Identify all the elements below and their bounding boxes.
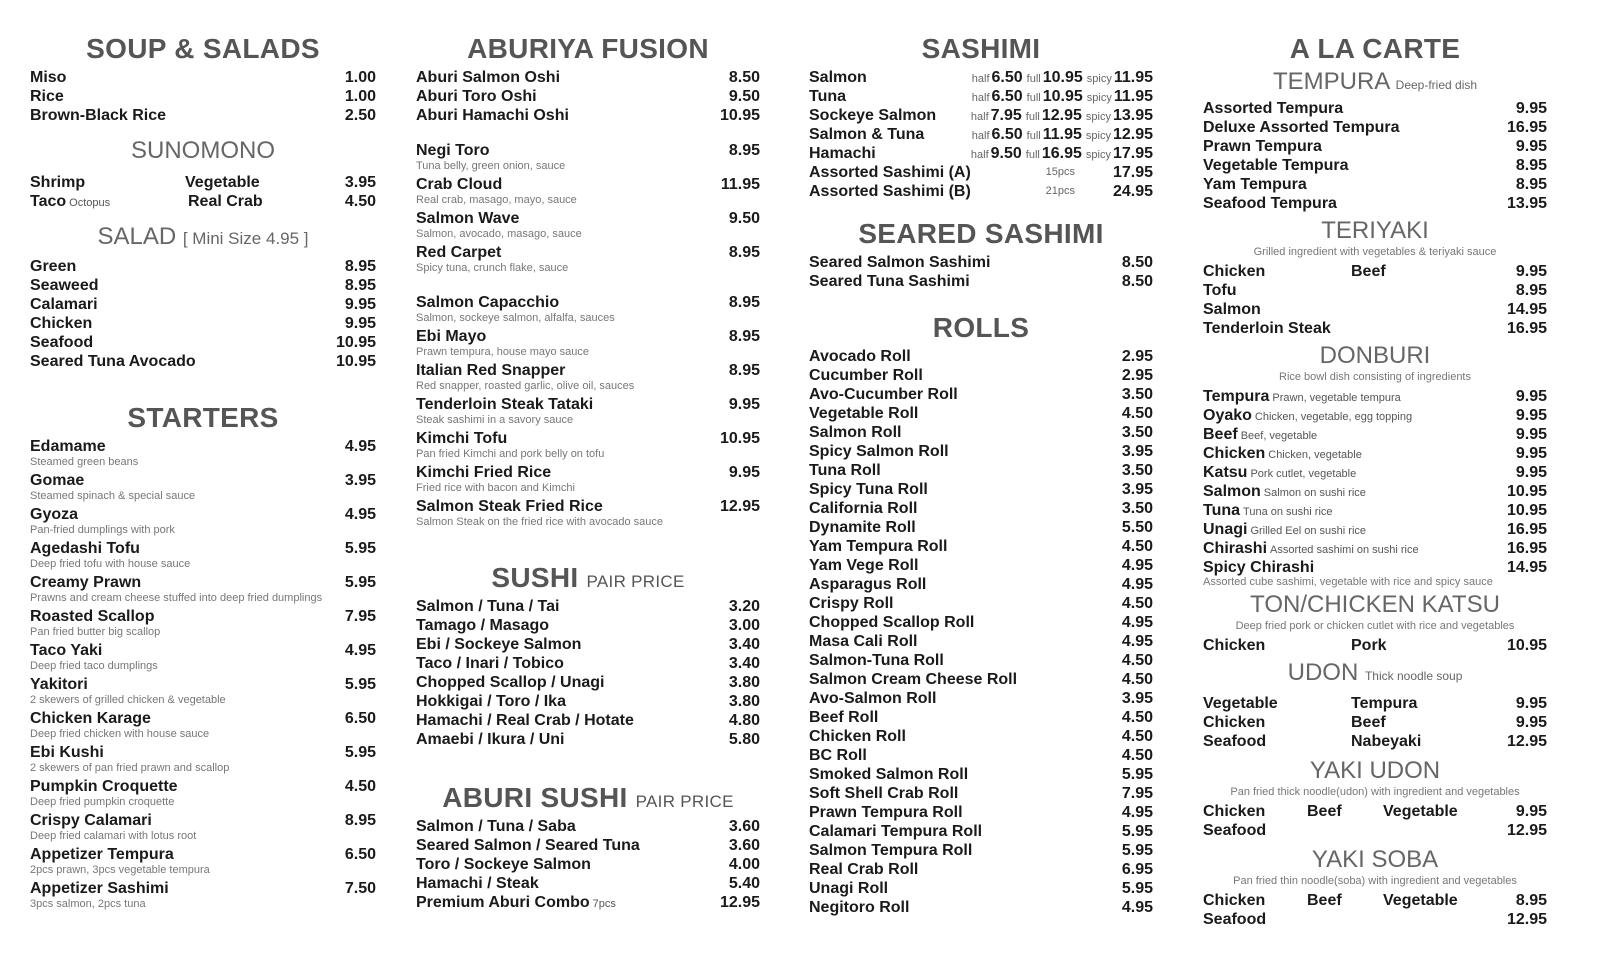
menu-item: Tamago / Masago 3.00 [416, 617, 760, 634]
menu-item: Kimchi Fried Rice 9.95 Fried rice with bacon and Kimchi [416, 464, 760, 494]
menu-item: Aburi Salmon Oshi 8.50 [416, 69, 760, 86]
menu-item: Vegetable Roll 4.50 [809, 405, 1153, 422]
tempura-heading: TEMPURA Deep-fried dish [1272, 68, 1478, 95]
menu-item: Crab Cloud 11.95 Real crab, masago, mayo, sauce [416, 176, 760, 206]
menu-item: Tofu 8.95 [1203, 282, 1547, 299]
menu-item: Tuna Roll 3.50 [809, 462, 1153, 479]
menu-item: Crispy Calamari 8.95 Deep fried calamari with lotus root [30, 812, 376, 842]
menu-item: Negitoro Roll 4.95 [809, 899, 1153, 916]
menu-item: Taco Yaki 4.95 Deep fried taco dumplings [30, 642, 376, 672]
menu-item: Chicken Chicken, vegetable 9.95 [1203, 445, 1547, 462]
menu-item: Seared Tuna Sashimi 8.50 [809, 273, 1153, 290]
menu-item: Gomae 3.95 Steamed spinach & special sauce [30, 472, 376, 502]
yaki-soba-heading: YAKI SOBA [1311, 846, 1439, 873]
menu-item: Sockeye Salmon half 7.95 full 12.95 spicy 13.95 [809, 107, 1153, 124]
menu-item: Appetizer Sashimi 7.50 3pcs salmon, 2pcs tuna [30, 880, 376, 910]
menu-item: Roasted Scallop 7.95 Pan fried butter big scallop [30, 608, 376, 638]
menu-item: Oyako Chicken, vegetable, egg topping 9.95 [1203, 407, 1547, 424]
menu-item: Aburi Hamachi Oshi 10.95 [416, 107, 760, 124]
menu-item: Seafood 12.95 [1203, 822, 1547, 839]
menu-item: Italian Red Snapper 8.95 Red snapper, roasted garlic, olive oil, sauces [416, 362, 760, 392]
menu-item: Seafood 10.95 [30, 334, 376, 351]
menu-item: Yam Vege Roll 4.95 [809, 557, 1153, 574]
menu-item: Salmon Steak Fried Rice 12.95 Salmon Steak on the fried rice with avocado sauce [416, 498, 760, 528]
menu-item: Seafood Nabeyaki 12.95 [1203, 733, 1547, 750]
menu-item: Hamachi / Steak 5.40 [416, 875, 760, 892]
menu-item: Prawn Tempura Roll 4.95 [809, 804, 1153, 821]
rolls-heading: ROLLS [932, 312, 1030, 343]
menu-item: Chicken Roll 4.50 [809, 728, 1153, 745]
menu-item: Beef Beef, vegetable 9.95 [1203, 426, 1547, 443]
menu-item: Spicy Chirashi 14.95 [1203, 559, 1547, 576]
menu-item: Ebi Mayo 8.95 Prawn tempura, house mayo sauce [416, 328, 760, 358]
aburi-sushi-heading: ABURI SUSHI PAIR PRICE [442, 782, 734, 813]
column-2 [416, 26, 760, 912]
sashimi-heading: SASHIMI [921, 33, 1041, 64]
soup-salads-heading: SOUP & SALADS [86, 33, 320, 64]
menu-item: Creamy Prawn 5.95 Prawns and cream cheese stuffed into deep fried dumplings [30, 574, 376, 604]
menu-item: Salmon & Tuna half 6.50 full 11.95 spicy 12.95 [809, 126, 1153, 143]
menu-item: Salmon-Tuna Roll 4.50 [809, 652, 1153, 669]
menu-item: Salmon / Tuna / Tai 3.20 [416, 598, 760, 615]
menu-item: Salmon Capacchio 8.95 Salmon, sockeye salmon, alfalfa, sauces [416, 294, 760, 324]
menu-item: Chirashi Assorted sashimi on sushi rice 16.95 [1203, 540, 1547, 557]
menu-item: Yam Tempura 8.95 [1203, 176, 1547, 193]
donburi-list [1203, 387, 1547, 577]
menu-item: Chicken 9.95 [30, 315, 376, 332]
menu-item: Pumpkin Croquette 4.50 Deep fried pumpkin croquette [30, 778, 376, 808]
menu-item: Smoked Salmon Roll 5.95 [809, 766, 1153, 783]
menu-item: Masa Cali Roll 4.95 [809, 633, 1153, 650]
menu-item: Dynamite Roll 5.50 [809, 519, 1153, 536]
column-1 [30, 26, 376, 913]
menu-item: Aburi Toro Oshi 9.50 [416, 88, 760, 105]
menu-item: Avocado Roll 2.95 [809, 348, 1153, 365]
menu-item: Kimchi Tofu 10.95 Pan fried Kimchi and pork belly on tofu [416, 430, 760, 460]
menu-item: Seared Tuna Avocado 10.95 [30, 353, 376, 370]
spicy-chirashi-description: Assorted cube sashimi, vegetable with rice and spicy sauce [1203, 576, 1493, 588]
menu-item: Beef Roll 4.50 [809, 709, 1153, 726]
menu-item: Chicken Beef 9.95 [1203, 263, 1547, 280]
menu-item: Asparagus Roll 4.95 [809, 576, 1153, 593]
teriyaki-description: Grilled ingredient with vegetables & teriyaki sauce [1253, 246, 1497, 258]
menu-item: Taco Octopus Real Crab 4.50 [30, 193, 376, 210]
menu-item: Chicken Beef 9.95 [1203, 714, 1547, 731]
menu-item: Seafood Tempura 13.95 [1203, 195, 1547, 212]
menu-item: Green 8.95 [30, 258, 376, 275]
menu-item: Spicy Salmon Roll 3.95 [809, 443, 1153, 460]
menu-item: Assorted Tempura 9.95 [1203, 100, 1547, 117]
menu-item: Deluxe Assorted Tempura 16.95 [1203, 119, 1547, 136]
rolls-list [809, 347, 1153, 917]
menu-item: Edamame 4.95 Steamed green beans [30, 438, 376, 468]
menu-item: Spicy Tuna Roll 3.95 [809, 481, 1153, 498]
menu-item: Seaweed 8.95 [30, 277, 376, 294]
menu-item: Salmon / Tuna / Saba 3.60 [416, 818, 760, 835]
menu-item: Chicken Karage 6.50 Deep fried chicken with house sauce [30, 710, 376, 740]
menu-item: Yam Tempura Roll 4.50 [809, 538, 1153, 555]
menu-item: Avo-Salmon Roll 3.95 [809, 690, 1153, 707]
menu-item: Red Carpet 8.95 Spicy tuna, crunch flake, sauce [416, 244, 760, 274]
menu-item: Chicken Beef Vegetable 8.95 [1203, 892, 1547, 909]
menu-item: Toro / Sockeye Salmon 4.00 [416, 856, 760, 873]
menu-item: Amaebi / Ikura / Uni 5.80 [416, 731, 760, 748]
yaki-udon-heading: YAKI UDON [1309, 757, 1441, 784]
donburi-heading: DONBURI [1319, 342, 1431, 369]
menu-item: Salmon Cream Cheese Roll 4.50 [809, 671, 1153, 688]
menu-item: Hamachi / Real Crab / Hotate 4.80 [416, 712, 760, 729]
menu-item: Cucumber Roll 2.95 [809, 367, 1153, 384]
udon-heading: UDON Thick noodle soup [1287, 659, 1463, 686]
menu-item: Gyoza 4.95 Pan-fried dumplings with pork [30, 506, 376, 536]
menu-item: Salmon Salmon on sushi rice 10.95 [1203, 483, 1547, 500]
menu-item: Calamari Tempura Roll 5.95 [809, 823, 1153, 840]
menu-item: Seafood 12.95 [1203, 911, 1547, 928]
menu-item: Seared Salmon / Seared Tuna 3.60 [416, 837, 760, 854]
menu-item: Brown-Black Rice 2.50 [30, 107, 376, 124]
menu-item: Hamachi half 9.50 full 16.95 spicy 17.95 [809, 145, 1153, 162]
starters-heading: STARTERS [127, 402, 279, 433]
menu-item: Hokkigai / Toro / Ika 3.80 [416, 693, 760, 710]
menu-item: Ebi Kushi 5.95 2 skewers of pan fried prawn and scallop [30, 744, 376, 774]
menu-item: Taco / Inari / Tobico 3.40 [416, 655, 760, 672]
menu-item: Chicken Beef Vegetable 9.95 [1203, 803, 1547, 820]
menu-item: Chopped Scallop Roll 4.95 [809, 614, 1153, 631]
menu-item: Miso 1.00 [30, 69, 376, 86]
menu-item: Real Crab Roll 6.95 [809, 861, 1153, 878]
menu-item: Seared Salmon Sashimi 8.50 [809, 254, 1153, 271]
menu-item: Assorted Sashimi (A) 15pcs 17.95 [809, 164, 1153, 181]
sunomono-heading: SUNOMONO [131, 137, 275, 164]
donburi-description: Rice bowl dish consisting of ingredients [1279, 371, 1471, 383]
menu-item: Salmon Roll 3.50 [809, 424, 1153, 441]
menu-item: Assorted Sashimi (B) 21pcs 24.95 [809, 183, 1153, 200]
menu-item: Ebi / Sockeye Salmon 3.40 [416, 636, 760, 653]
menu-item: California Roll 3.50 [809, 500, 1153, 517]
menu-item: Negi Toro 8.95 Tuna belly, green onion, sauce [416, 142, 760, 172]
menu-item: Shrimp Vegetable 3.95 [30, 174, 376, 191]
menu-item: Salmon 14.95 [1203, 301, 1547, 318]
katsu-description: Deep fried pork or chicken cutlet with rice and vegetables [1235, 620, 1515, 632]
column-4 [1203, 26, 1547, 929]
a-la-carte-heading: A LA CARTE [1289, 33, 1461, 64]
menu-item: Tuna half 6.50 full 10.95 spicy 11.95 [809, 88, 1153, 105]
menu-item: Unagi Roll 5.95 [809, 880, 1153, 897]
menu-item: Agedashi Tofu 5.95 Deep fried tofu with house sauce [30, 540, 376, 570]
menu-item: Salmon half 6.50 full 10.95 spicy 11.95 [809, 69, 1153, 86]
menu-item: Prawn Tempura 9.95 [1203, 138, 1547, 155]
column-3 [809, 26, 1153, 917]
menu-item: Soft Shell Crab Roll 7.95 [809, 785, 1153, 802]
menu-item: Premium Aburi Combo 7pcs 12.95 [416, 894, 760, 911]
menu-item: Katsu Pork cutlet, vegetable 9.95 [1203, 464, 1547, 481]
menu-item: Tenderloin Steak Tataki 9.95 Steak sashimi in a savory sauce [416, 396, 760, 426]
teriyaki-heading: TERIYAKI [1321, 217, 1429, 244]
sushi-heading: SUSHI PAIR PRICE [491, 562, 685, 593]
menu-item: Unagi Grilled Eel on sushi rice 16.95 [1203, 521, 1547, 538]
menu-item: Rice 1.00 [30, 88, 376, 105]
ton-chicken-katsu-heading: TON/CHICKEN KATSU [1250, 591, 1500, 618]
menu-item: Tuna Tuna on sushi rice 10.95 [1203, 502, 1547, 519]
yaki-udon-description: Pan fried thick noodle(udon) with ingredient and vegetables [1230, 786, 1520, 798]
menu-item: Appetizer Tempura 6.50 2pcs prawn, 3pcs vegetable tempura [30, 846, 376, 876]
seared-sashimi-heading: SEARED SASHIMI [858, 218, 1104, 249]
menu-item: Salmon Wave 9.50 Salmon, avocado, masago, sauce [416, 210, 760, 240]
menu-item: Avo-Cucumber Roll 3.50 [809, 386, 1153, 403]
menu-item: Chicken Pork 10.95 [1203, 637, 1547, 654]
aburiya-fusion-heading: ABURIYA FUSION [467, 33, 709, 64]
menu-item: Yakitori 5.95 2 skewers of grilled chicken & vegetable [30, 676, 376, 706]
menu-item: Salmon Tempura Roll 5.95 [809, 842, 1153, 859]
menu-item: Vegetable Tempura 9.95 [1203, 695, 1547, 712]
menu-item: Vegetable Tempura 8.95 [1203, 157, 1547, 174]
menu-item: Chopped Scallop / Unagi 3.80 [416, 674, 760, 691]
yaki-soba-description: Pan fried thin noodle(soba) with ingredient and vegetables [1233, 875, 1517, 887]
menu-item: Crispy Roll 4.50 [809, 595, 1153, 612]
salad-heading: SALAD [ Mini Size 4.95 ] [97, 223, 309, 250]
menu-item: Calamari 9.95 [30, 296, 376, 313]
menu-item: Tempura Prawn, vegetable tempura 9.95 [1203, 388, 1547, 405]
menu-item: Tenderloin Steak 16.95 [1203, 320, 1547, 337]
menu-item: BC Roll 4.50 [809, 747, 1153, 764]
